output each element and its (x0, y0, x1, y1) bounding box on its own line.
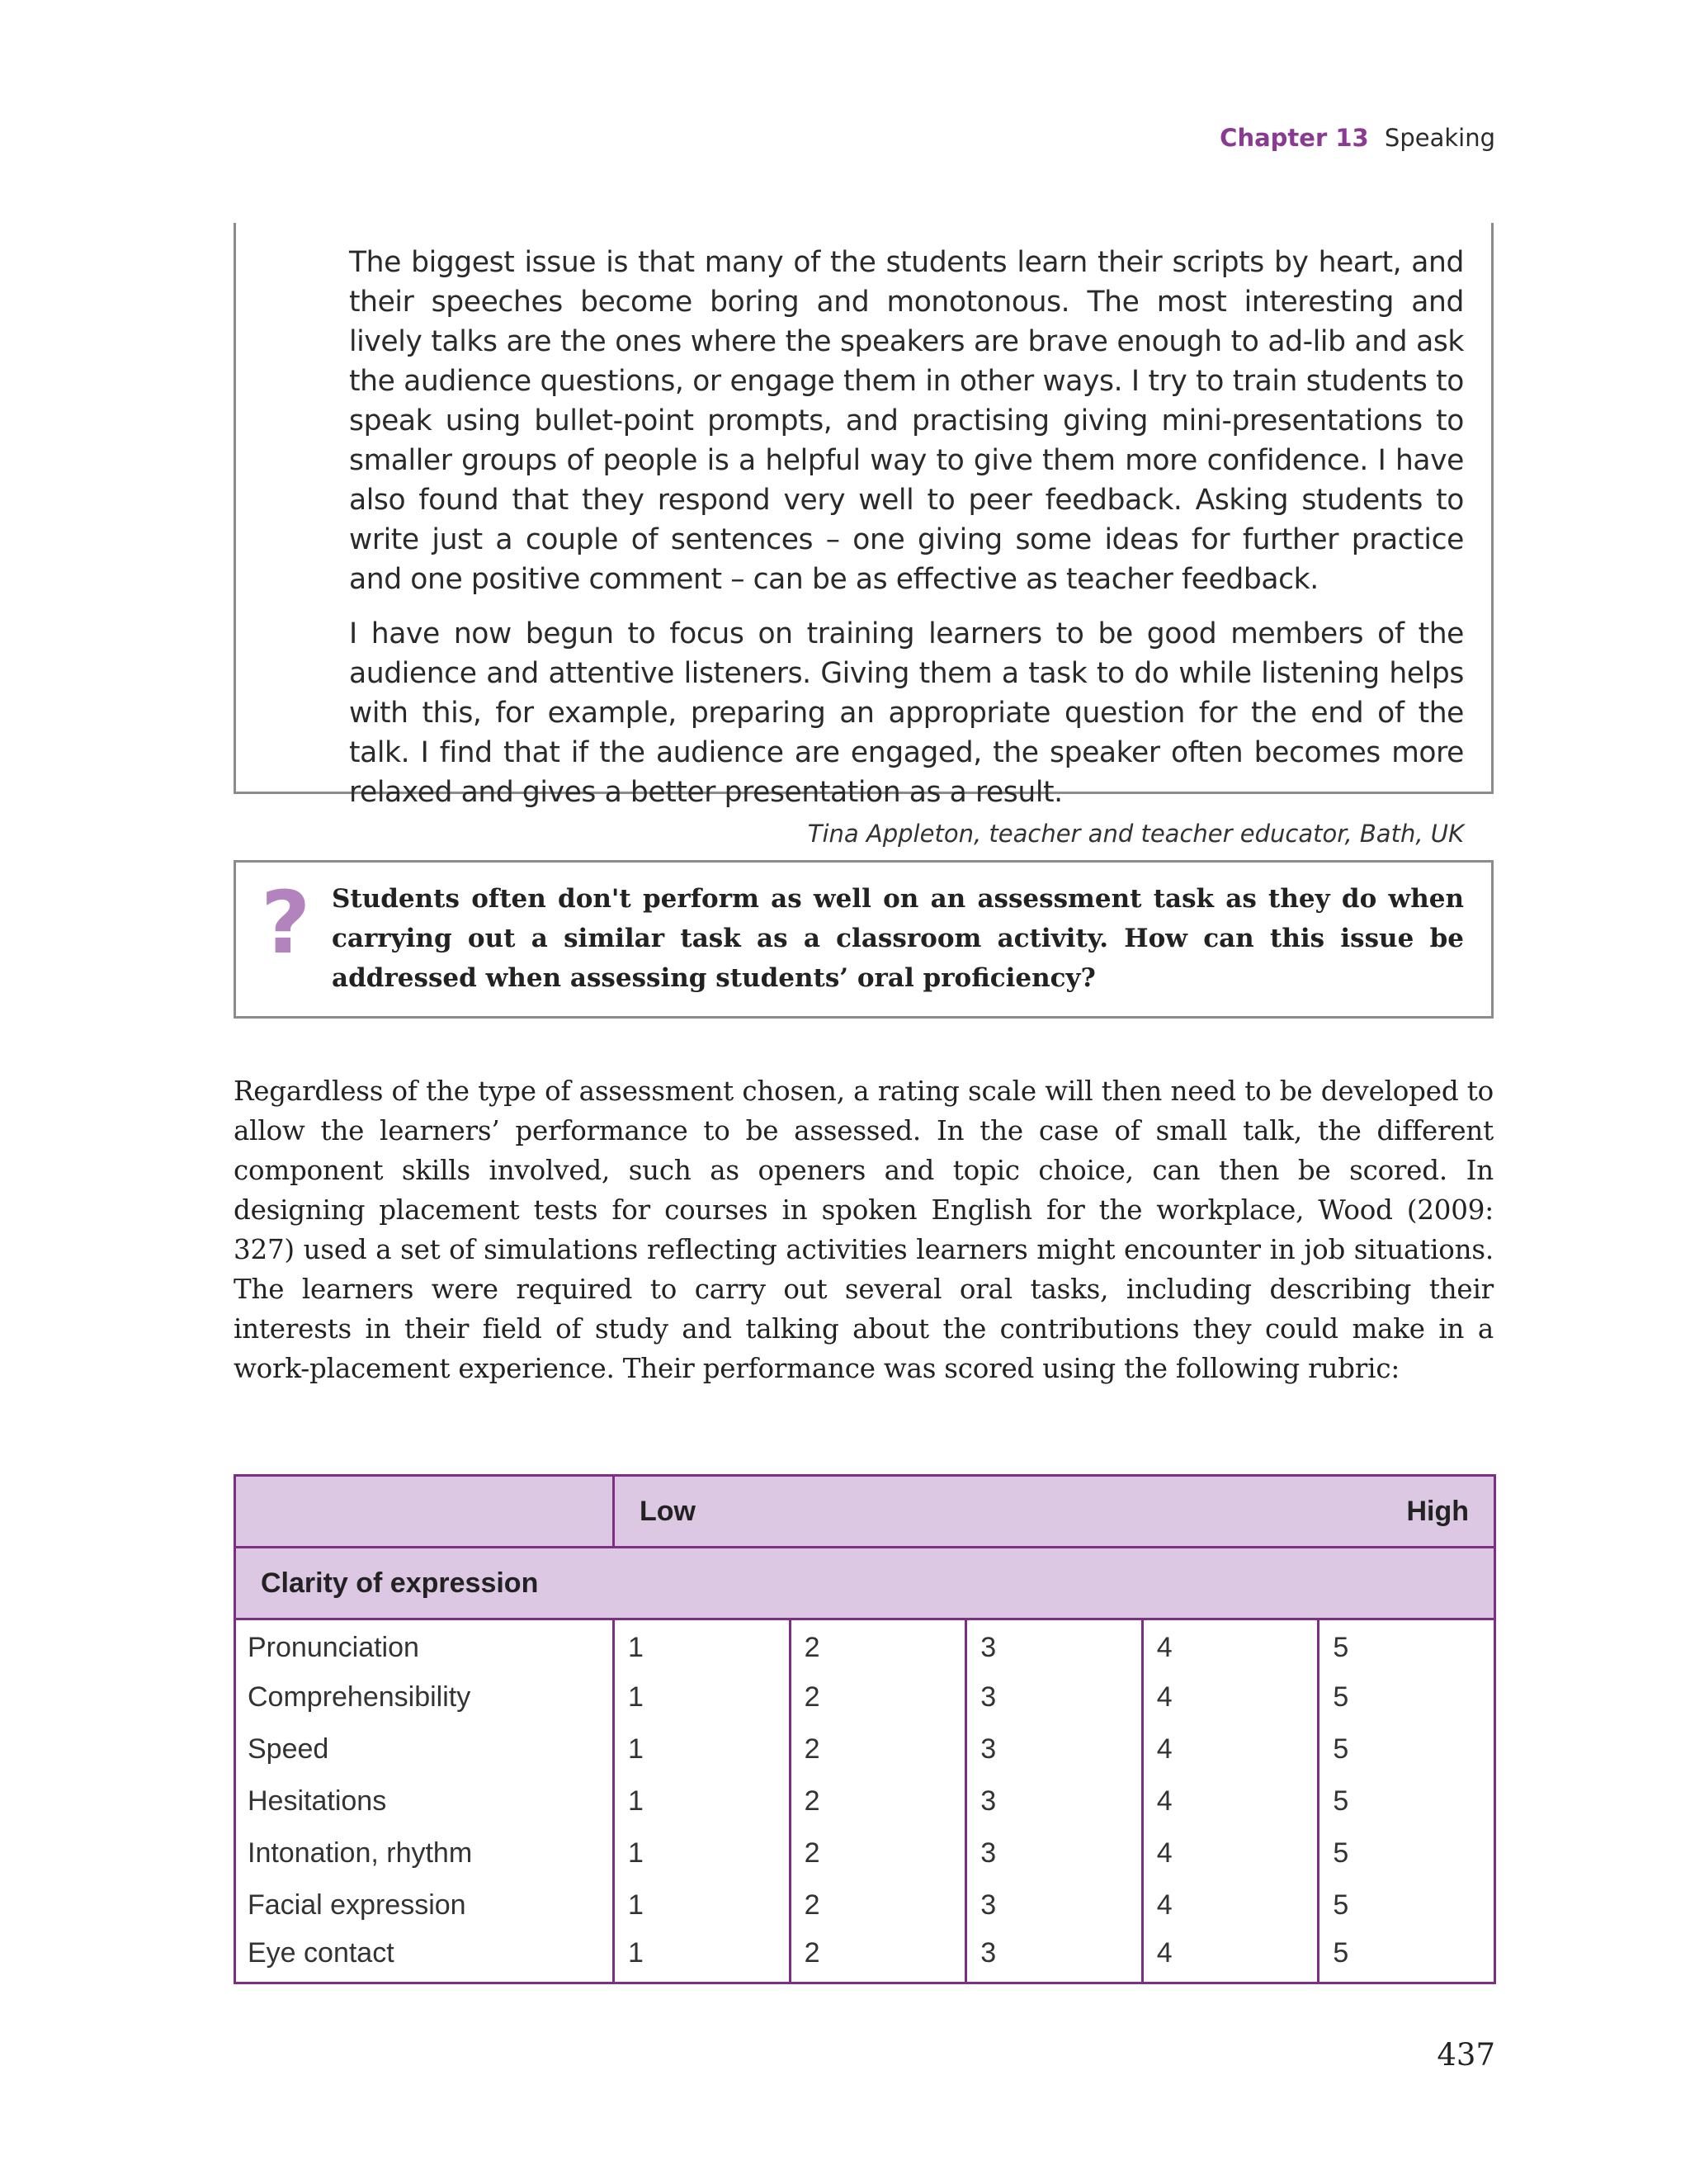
score-cell: 2 (790, 1671, 966, 1723)
quote-attribution: Tina Appleton, teacher and teacher educator, Bath, UK (807, 820, 1464, 848)
question-mark-icon: ? (261, 872, 311, 973)
rubric-body (235, 1619, 1495, 1983)
score-cell: 5 (1319, 1619, 1495, 1671)
criterion-label: Intonation, rhythm (235, 1827, 614, 1879)
score-cell: 4 (1142, 1775, 1319, 1827)
criterion-label: Facial expression (235, 1879, 614, 1931)
scale-high-label: High (1406, 1495, 1470, 1527)
score-cell: 5 (1319, 1775, 1495, 1827)
section-title: Speaking (1384, 124, 1495, 152)
score-cell: 4 (1142, 1931, 1319, 1983)
score-cell: 3 (966, 1775, 1143, 1827)
score-cell: 1 (614, 1931, 791, 1983)
score-cell: 2 (790, 1775, 966, 1827)
score-cell: 2 (790, 1827, 966, 1879)
table-row (235, 1827, 1495, 1879)
criterion-label: Speed (235, 1723, 614, 1775)
table-row (235, 1879, 1495, 1931)
scale-low-label: Low (640, 1495, 696, 1527)
score-cell: 3 (966, 1827, 1143, 1879)
score-cell: 5 (1319, 1879, 1495, 1931)
score-cell: 1 (614, 1827, 791, 1879)
score-cell: 4 (1142, 1827, 1319, 1879)
chapter-label: Chapter 13 (1220, 124, 1369, 152)
score-cell: 2 (790, 1723, 966, 1775)
rubric-header-blank (235, 1476, 614, 1548)
score-cell: 1 (614, 1671, 791, 1723)
quote-content (349, 243, 1464, 850)
score-cell: 2 (790, 1619, 966, 1671)
score-cell: 4 (1142, 1619, 1319, 1671)
criterion-label: Hesitations (235, 1775, 614, 1827)
rubric-section-row (235, 1548, 1495, 1619)
score-cell: 4 (1142, 1723, 1319, 1775)
reflection-question-text: Students often don't perform as well on an assessment task as they do when carrying out a similar task as a classroom activity. How can this issue be addressed when assessing students’ oral proficiency? (332, 884, 1464, 993)
score-cell: 4 (1142, 1879, 1319, 1931)
criterion-label: Comprehensibility (235, 1671, 614, 1723)
table-row (235, 1775, 1495, 1827)
criterion-label: Pronunciation (235, 1619, 614, 1671)
rubric-section-title: Clarity of expression (235, 1548, 1495, 1619)
rubric-scale-header (614, 1476, 1495, 1548)
score-cell: 1 (614, 1619, 791, 1671)
score-cell: 2 (790, 1879, 966, 1931)
rubric-table (234, 1474, 1496, 1984)
score-cell: 1 (614, 1775, 791, 1827)
table-row (235, 1931, 1495, 1983)
page-number: 437 (1437, 2037, 1495, 2073)
rubric-header-row (235, 1476, 1495, 1548)
score-cell: 3 (966, 1931, 1143, 1983)
score-cell: 5 (1319, 1827, 1495, 1879)
table-row (235, 1723, 1495, 1775)
score-cell: 3 (966, 1879, 1143, 1931)
score-cell: 3 (966, 1671, 1143, 1723)
reflection-question-box (234, 860, 1494, 1019)
body-paragraph: Regardless of the type of assessment chosen, a rating scale will then need to be developed to allow the learners’ performance to be assessed. In the case of small talk, the different component skills involved, such as openers and topic choice, can then be scored. In designing placement tests for courses in spoken English for the workplace, Wood (2009: 327) used a set of simulations reflecting activities learners might encounter in job situations. The learners were required to carry out several oral tasks, including describing their interests in their field of study and talking about the contributions they could make in a work-placement experience. Their performance was scored using the following rubric: (234, 1075, 1494, 1384)
score-cell: 5 (1319, 1723, 1495, 1775)
table-row (235, 1671, 1495, 1723)
score-cell: 1 (614, 1879, 791, 1931)
score-cell: 5 (1319, 1931, 1495, 1983)
score-cell: 5 (1319, 1671, 1495, 1723)
quote-paragraph: I have now begun to focus on training learners to be good members of the audience and attentive listeners. Giving them a task to do while listening helps with this, for example, preparing an appropriate question for the end of the talk. I find that if the audience are engaged, the speaker often becomes more relaxed and gives a better presentation as a result. (349, 617, 1464, 809)
quote-paragraph: The biggest issue is that many of the students learn their scripts by heart, and their speeches become boring and monotonous. The most interesting and lively talks are the ones where the speakers are brave enough to ad-lib and ask the audience questions, or engage them in other ways. I try to train students to speak using bullet-point prompts, and practising giving mini-presentations to smaller groups of people is a helpful way to give them more confidence. I have also found that they respond very well to peer feedback. Asking students to write just a couple of sentences – one giving some ideas for further practice and one positive comment – can be as effective as teacher feedback. (349, 246, 1464, 596)
score-cell: 3 (966, 1723, 1143, 1775)
score-cell: 4 (1142, 1671, 1319, 1723)
criterion-label: Eye contact (235, 1931, 614, 1983)
score-cell: 2 (790, 1931, 966, 1983)
table-row (235, 1619, 1495, 1671)
running-head (1220, 124, 1495, 152)
score-cell: 1 (614, 1723, 791, 1775)
score-cell: 3 (966, 1619, 1143, 1671)
teacher-quote-box (234, 223, 1494, 848)
